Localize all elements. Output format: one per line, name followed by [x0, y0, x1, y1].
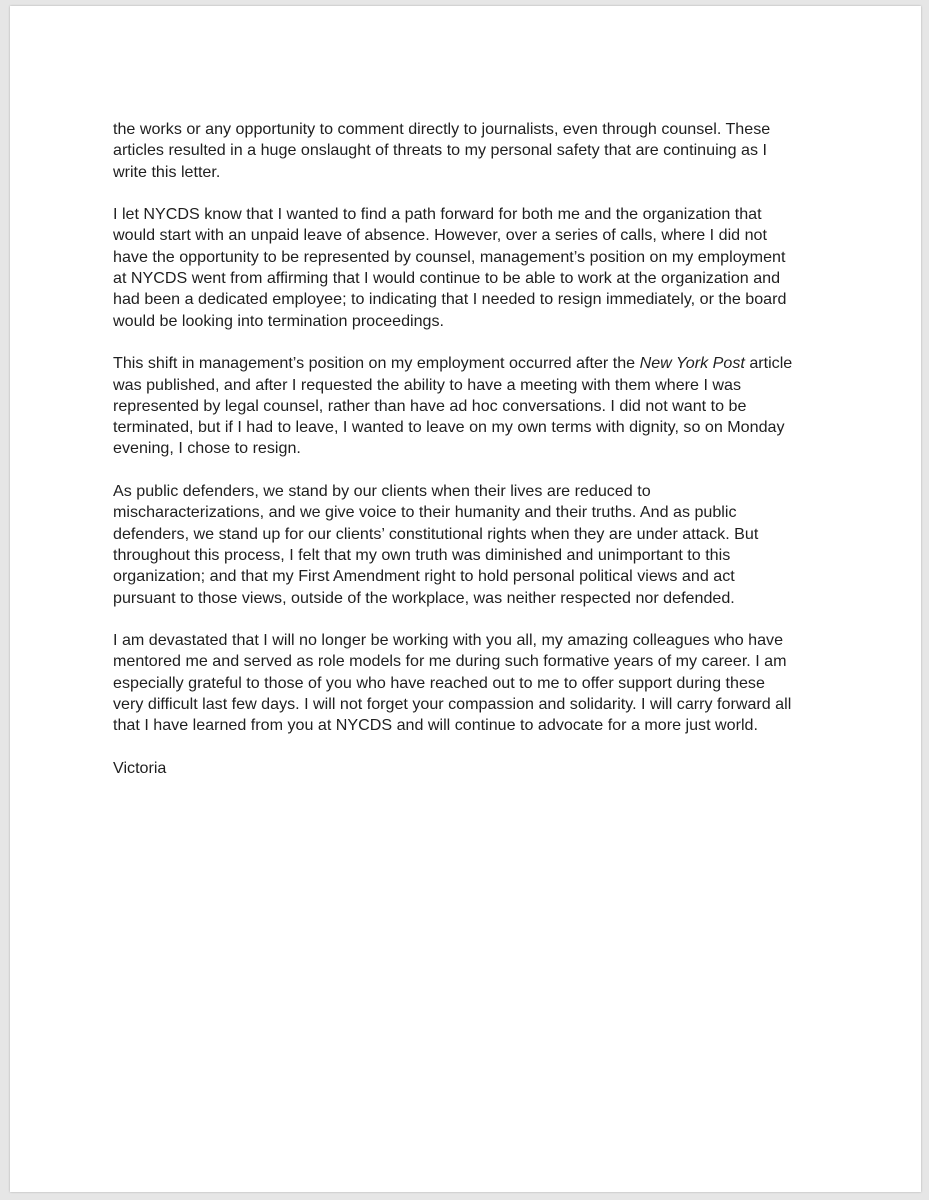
- text-segment: mentored me and served as role models for me during such formative years of my career. I am: [113, 652, 787, 671]
- letter-paragraph: [113, 630, 823, 736]
- text-segment: I am devastated that I will no longer be working with you all, my amazing colleagues who have: [113, 631, 784, 650]
- text-line: [113, 694, 823, 715]
- text-line: [113, 225, 823, 246]
- text-segment: that I have learned from you at NYCDS and will continue to advocate for a more just world.: [113, 716, 758, 735]
- text-segment: I let NYCDS know that I wanted to find a path forward for both me and the organization that: [113, 205, 762, 224]
- text-segment: at NYCDS went from affirming that I would continue to be able to work at the organization and: [113, 269, 781, 288]
- text-line: [113, 204, 823, 225]
- text-line: [113, 481, 823, 502]
- text-segment: represented by legal counsel, rather than have ad hoc conversations. I did not want to be: [113, 396, 747, 415]
- text-segment: have the opportunity to be represented by counsel, management’s position on my employment: [113, 247, 786, 266]
- text-line: [113, 417, 823, 438]
- text-segment: This shift in management’s position on my employment occurred after the: [113, 354, 640, 373]
- letter-paragraph: [113, 353, 823, 459]
- text-line: [113, 375, 823, 396]
- document-page: [10, 6, 921, 1192]
- text-segment: write this letter.: [113, 162, 221, 181]
- text-segment: especially grateful to those of you who have reached out to me to offer support during these: [113, 673, 765, 692]
- text-segment: evening, I chose to resign.: [113, 439, 301, 458]
- text-segment: defenders, we stand up for our clients’ constitutional rights when they are under attack. But: [113, 524, 759, 543]
- text-line: [113, 396, 823, 417]
- text-segment: very difficult last few days. I will not forget your compassion and solidarity. I will carry forward all: [113, 695, 792, 714]
- text-line: [113, 673, 823, 694]
- italic-publication-title: New York Post: [639, 354, 745, 373]
- text-line: [113, 162, 823, 183]
- text-line: [113, 502, 823, 523]
- text-line: [113, 651, 823, 672]
- text-line: [113, 268, 823, 289]
- text-line: [113, 247, 823, 268]
- letter-paragraphs: [113, 119, 823, 737]
- letter-paragraph: [113, 481, 823, 609]
- text-line: [113, 353, 823, 374]
- text-segment: throughout this process, I felt that my own truth was diminished and unimportant to this: [113, 545, 731, 564]
- text-line: [113, 438, 823, 459]
- letter-paragraph: [113, 204, 823, 332]
- text-line: [113, 630, 823, 651]
- text-segment: would be looking into termination proceedings.: [113, 311, 445, 330]
- text-segment: article: [744, 354, 793, 373]
- text-segment: the works or any opportunity to comment directly to journalists, even through counsel. These: [113, 120, 771, 138]
- text-segment: would start with an unpaid leave of absence. However, over a series of calls, where I did not: [113, 226, 767, 245]
- text-line: [113, 545, 823, 566]
- letter-body: [113, 119, 823, 779]
- text-segment: terminated, but if I had to leave, I wanted to leave on my own terms with dignity, so on Monday: [113, 418, 785, 437]
- signature: Victoria: [113, 758, 167, 777]
- text-line: [113, 311, 823, 332]
- text-segment: had been a dedicated employee; to indicating that I needed to resign immediately, or the board: [113, 290, 787, 309]
- text-line: [113, 588, 823, 609]
- text-line: [113, 119, 823, 140]
- text-segment: organization; and that my First Amendment right to hold personal political views and act: [113, 567, 735, 586]
- text-line: [113, 524, 823, 545]
- text-line: [113, 715, 823, 736]
- text-segment: mischaracterizations, and we give voice to their humanity and their truths. And as public: [113, 503, 737, 522]
- text-segment: pursuant to those views, outside of the workplace, was neither respected nor defended.: [113, 588, 735, 607]
- text-line: [113, 566, 823, 587]
- text-line: [113, 289, 823, 310]
- text-segment: As public defenders, we stand by our clients when their lives are reduced to: [113, 482, 651, 501]
- letter-paragraph: [113, 119, 823, 183]
- text-segment: articles resulted in a huge onslaught of threats to my personal safety that are continuing as I: [113, 141, 767, 160]
- text-segment: was published, and after I requested the ability to have a meeting with them where I was: [113, 375, 742, 394]
- text-line: [113, 140, 823, 161]
